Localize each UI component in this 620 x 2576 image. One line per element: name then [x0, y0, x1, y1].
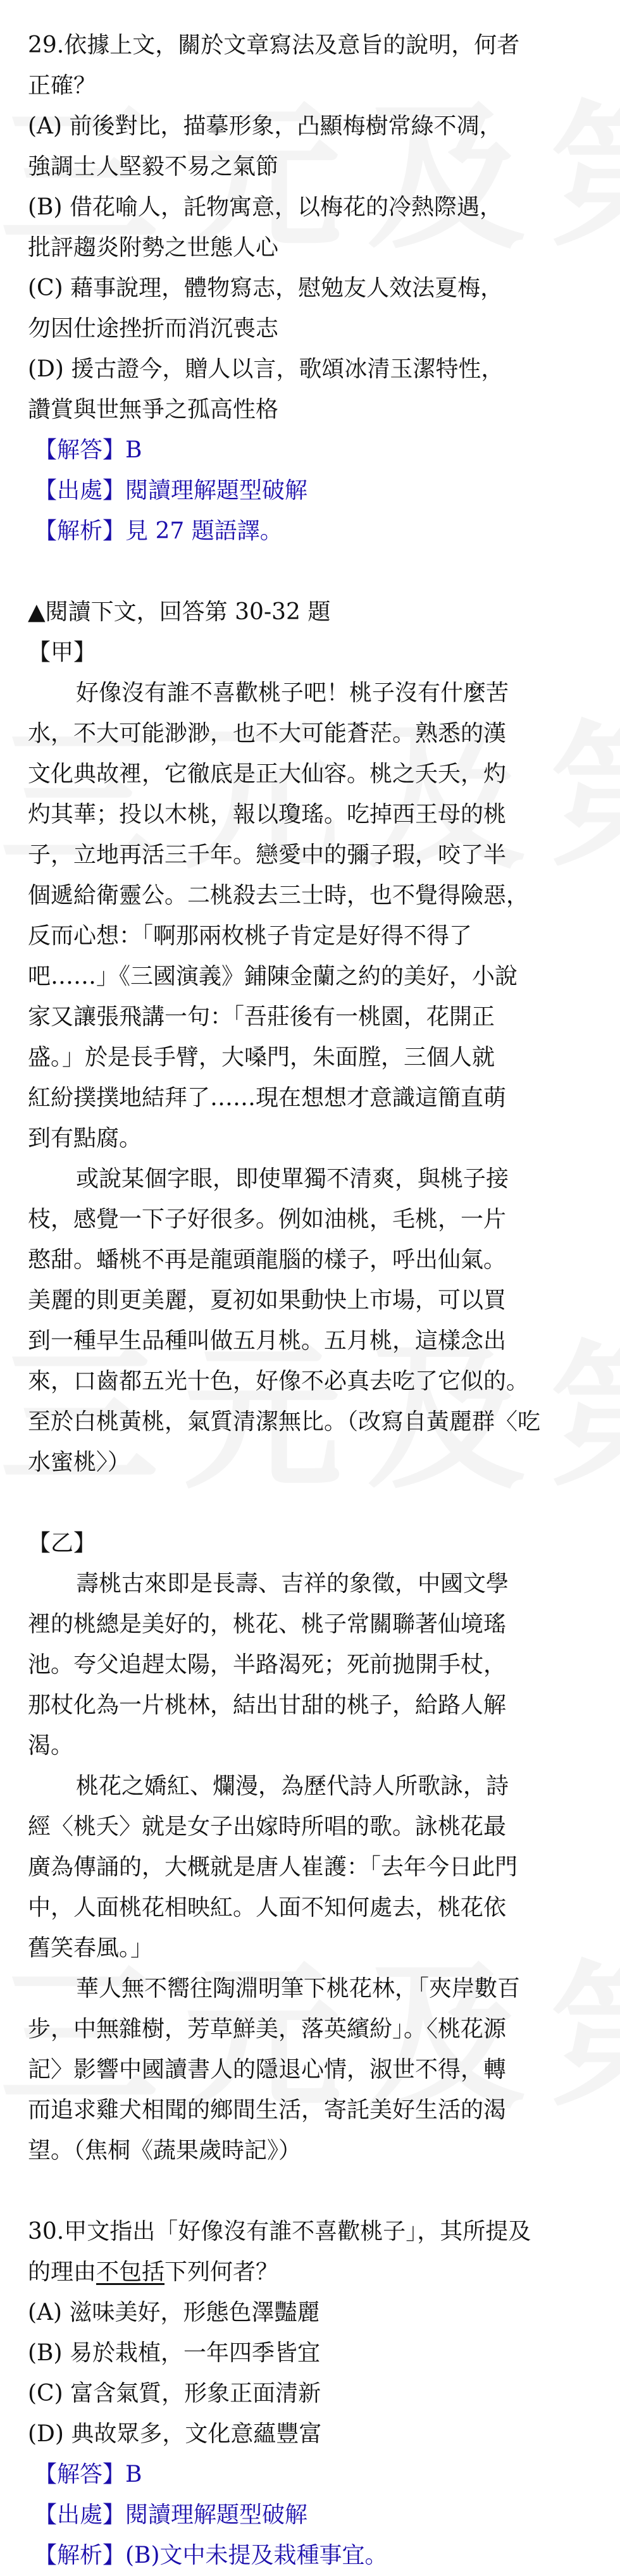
- question-29: [28, 25, 595, 552]
- passage-yi-paragraph-1: [28, 1564, 595, 1766]
- passage-line: 憨甜。蟠桃不再是龍頭龍腦的樣子，呼出仙氣。: [28, 1247, 507, 1273]
- stem-text: 下列何者？: [164, 2259, 279, 2285]
- question-30-stem: 30.甲文指出「好像沒有誰不喜歡桃子」，其所提及: [28, 2219, 531, 2245]
- passage-line: 池。夸父追趕太陽，半路渴死；死前拋開手杖，: [28, 1652, 507, 1678]
- passage-line: 廣為傳誦的，大概就是唐人崔護：「去年今日此門: [28, 1854, 518, 1880]
- passage-line: 華人無不嚮往陶淵明筆下桃花林，「夾岸數百: [76, 1976, 521, 2002]
- passage-line: 裡的桃總是美好的，桃花、桃子常關聯著仙境瑤: [28, 1611, 507, 1637]
- passage-line: 水，不大可能渺渺，也不大可能蒼茫。熟悉的漢: [28, 721, 507, 746]
- passage-line: 或說某個字眼，即使單獨不清爽，與桃子接: [76, 1166, 509, 1192]
- passage-line: 舊笑春風。」: [28, 1935, 154, 1961]
- passage-line: 家又讓張飛講一句：「吾莊後有一桃園，花開正: [28, 1004, 495, 1030]
- spacer: [28, 1483, 595, 1523]
- question-29-stem: 29.依據上文，關於文章寫法及意旨的說明，何者: [28, 32, 520, 58]
- option-line: (A) 前後對比，描摹形象，凸顯梅樹常綠不凋，: [28, 113, 502, 139]
- passage-jia-paragraph-2: [28, 1159, 595, 1483]
- passage-line: 來，口齒都五光十色，好像不必真去吃了它似的。: [28, 1368, 530, 1394]
- passage-line: 到有點腐。: [28, 1125, 142, 1151]
- analysis-label: 【解析】(B)文中未提及栽種事宜。: [34, 2542, 388, 2568]
- passage-line: 水蜜桃〉）: [28, 1449, 131, 1475]
- passage-line: 那杖化為一片桃林，結出甘甜的桃子，給路人解: [28, 1692, 507, 1718]
- passage-line: 而追求雞犬相聞的鄉間生活，寄託美好生活的渴: [28, 2097, 507, 2123]
- passage-line: 個遞給衛靈公。二桃殺去三士時，也不覺得險惡，: [28, 882, 530, 908]
- option-b: (B) 易於栽植，一年四季皆宜: [28, 2340, 320, 2366]
- passage-line: 好像沒有誰不喜歡桃子吧！桃子沒有什麼苦: [76, 680, 509, 706]
- passage-yi-paragraph-3: [28, 1969, 595, 2171]
- spacer: [28, 2171, 595, 2212]
- passage-intro: ▲閱讀下文，回答第 30-32 題: [28, 599, 331, 625]
- passage-line: 至於白桃黃桃，氣質清潔無比。（改寫自黃麗群〈吃: [28, 1409, 541, 1435]
- passage-line: 經〈桃夭〉就是女子出嫁時所唱的歌。詠桃花最: [28, 1814, 507, 1840]
- option-a: [28, 106, 595, 187]
- passage-line: 枝，感覺一下子好很多。例如油桃，毛桃，一片: [28, 1206, 507, 1232]
- option-line: 批評趨炎附勢之世態人心: [28, 235, 279, 261]
- option-a: (A) 滋味美好，形態色澤豔麗: [28, 2300, 320, 2325]
- question-30-stem: [28, 2252, 595, 2293]
- passage-line: 反而心想：「啊那兩枚桃子肯定是好得不得了: [28, 923, 473, 949]
- passage-line: 壽桃古來即是長壽、吉祥的象徵，中國文學: [76, 1571, 509, 1597]
- passage-yi-label: 【乙】: [28, 1530, 97, 1556]
- passage-line: 子，立地再活三千年。戀愛中的彌子瑕，咬了半: [28, 842, 507, 868]
- option-d: [28, 349, 595, 430]
- spacer: [28, 552, 595, 592]
- source-label: 【出處】閱讀理解題型破解: [34, 478, 308, 504]
- passage-line: 吧……」《三國演義》鋪陳金蘭之約的美好，小說: [28, 963, 518, 989]
- document-content: [28, 25, 595, 2576]
- answer-label: 【解答】B: [34, 437, 142, 463]
- passage-line: 桃花之嬌紅、爛漫，為歷代詩人所歌詠，詩: [76, 1773, 509, 1799]
- answer-label: 【解答】B: [34, 2461, 142, 2487]
- option-line: 強調士人堅毅不易之氣節: [28, 154, 279, 180]
- passage-line: 盛。」於是長手臂，大嗓門，朱面膛，三個人就: [28, 1044, 495, 1070]
- passage-jia-paragraph-1: [28, 673, 595, 1159]
- passage-line: 望。（焦桐《蔬果歲時記》）: [28, 2138, 302, 2164]
- passage-line: 美麗的則更美麗，夏初如果動快上市場，可以買: [28, 1287, 507, 1313]
- passage-line: 灼其華；投以木桃，報以瓊瑤。吃掉西王母的桃: [28, 802, 507, 827]
- option-c: (C) 富含氣質，形象正面清新: [28, 2381, 321, 2406]
- option-line: 勿因仕途挫折而消沉喪志: [28, 316, 279, 342]
- option-line: (C) 藉事說理，體物寫志，慰勉友人效法夏梅，: [28, 275, 504, 301]
- stem-text: 的理由: [28, 2259, 97, 2285]
- passage-line: 渴。: [28, 1733, 74, 1759]
- option-line: (B) 借花喻人，託物寓意，以梅花的冷熱際遇，: [28, 194, 502, 220]
- option-line: (D) 援古證今，贈人以言，歌頌冰清玉潔特性，: [28, 356, 504, 382]
- underlined-keyword: 不包括: [96, 2259, 165, 2285]
- passage-line: 中，人面桃花相映紅。人面不知何處去，桃花依: [28, 1895, 507, 1921]
- passage-line: 步，中無雜樹，芳草鮮美，落英繽紛」。〈桃花源: [28, 2016, 507, 2042]
- passage-yi-paragraph-2: [28, 1766, 595, 1969]
- passage-line: 文化典故裡，它徹底是正大仙容。桃之夭夭，灼: [28, 761, 507, 787]
- option-b: [28, 187, 595, 268]
- question-29-stem: 正確？: [28, 73, 97, 99]
- option-line: 讚賞與世無爭之孤高性格: [28, 397, 279, 423]
- passage-line: 紅紛撲撲地結拜了……現在想想才意識這簡直萌: [28, 1085, 507, 1111]
- source-label: 【出處】閱讀理解題型破解: [34, 2502, 308, 2528]
- analysis-label: 【解析】見 27 題語譯。: [34, 518, 283, 544]
- option-d: (D) 典故眾多，文化意蘊豐富: [28, 2421, 322, 2447]
- option-c: [28, 268, 595, 349]
- question-30: [28, 2212, 595, 2576]
- reading-passage: [28, 592, 595, 2171]
- passage-line: 記〉影響中國讀書人的隱退心情，淑世不得，轉: [28, 2057, 507, 2083]
- passage-jia-label: 【甲】: [28, 640, 97, 666]
- passage-line: 到一種早生品種叫做五月桃。五月桃，這樣念出: [28, 1328, 507, 1354]
